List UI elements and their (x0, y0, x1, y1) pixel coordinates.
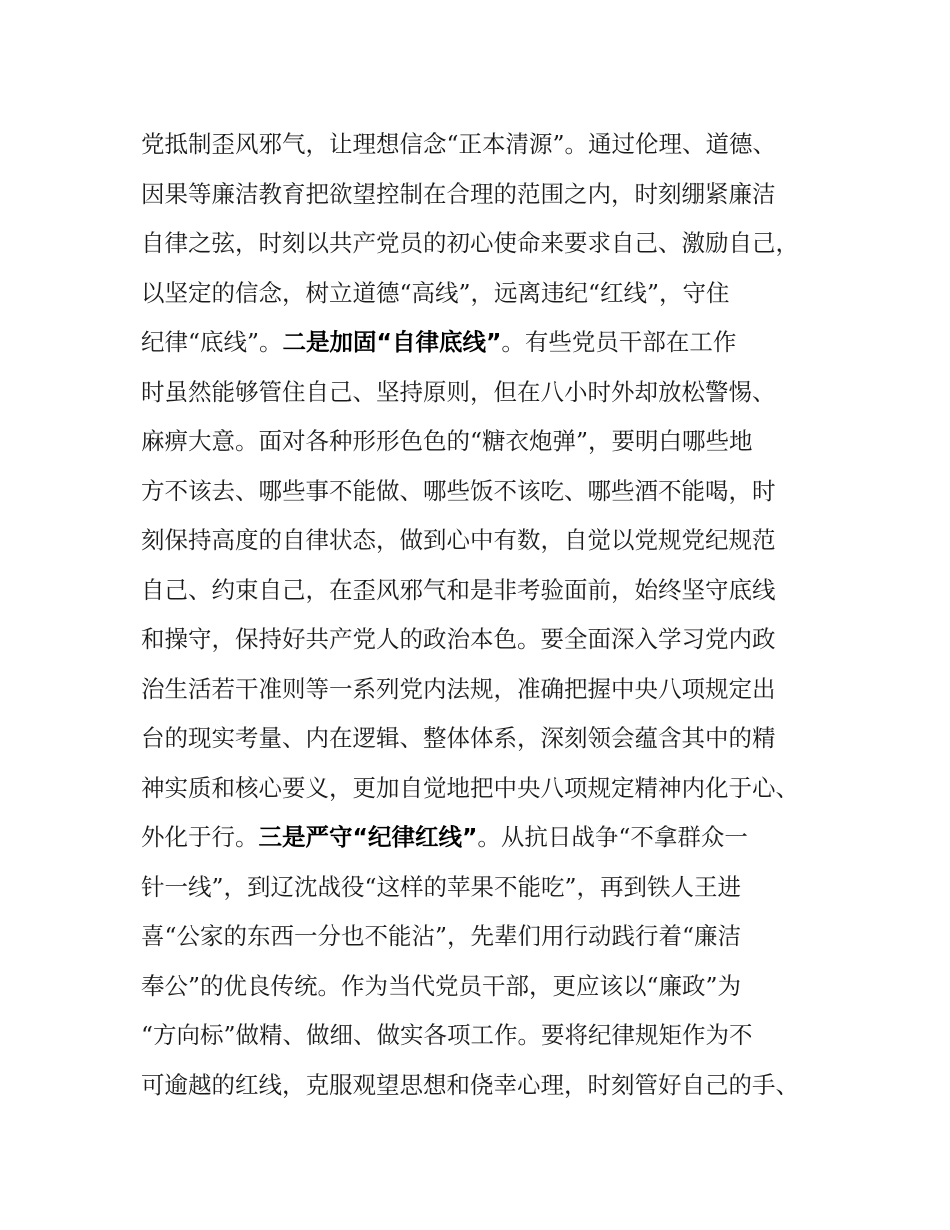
text-line (141, 813, 841, 863)
text-run: 刻保持高度的自律状态，做到心中有数，自觉以党规党纪规范 (141, 526, 776, 554)
text-run: 自己、约束自己，在歪风邪气和是非考验面前，始终坚守底线 (141, 575, 776, 604)
text-run: 。从抗日战争“不拿群众一 (477, 823, 748, 851)
text-run: 和操守，保持好共产党人的政治本色。要全面深入学习党内政 (141, 625, 776, 653)
text-line (141, 318, 841, 368)
text-run: 台的现实考量、内在逻辑、整体体系，深刻领会蕴含其中的精 (141, 724, 776, 752)
text-run: 时虽然能够管住自己、坚持原则，但在八小时外却放松警惕、 (141, 377, 776, 406)
text-line (141, 714, 841, 764)
text-line (141, 665, 841, 715)
text-line (141, 467, 841, 517)
text-run: “方向标”做精、做细、做实各项工作。要将纪律规矩作为不 (141, 1021, 753, 1049)
text-run: 自律之弦，时刻以共产党员的初心使命来要求自己、激励自己， (141, 229, 799, 257)
text-line (141, 269, 841, 319)
text-line (141, 615, 841, 665)
text-line (141, 566, 841, 616)
text-line (141, 764, 841, 814)
text-run: 可逾越的红线，克服观望思想和侥幸心理，时刻管好自己的手、 (141, 1070, 799, 1099)
bold-heading-text: 三是严守“纪律红线” (258, 823, 478, 851)
text-run: 外化于行。 (141, 823, 259, 851)
text-line (141, 417, 841, 467)
text-run: 以坚定的信念，树立道德“高线”，远离违纪“红线”，守住 (141, 278, 730, 307)
text-run: 党抵制歪风邪气，让理想信念“正本清源”。通过伦理、道德、 (141, 130, 777, 158)
text-run: 。有些党员干部在工作 (501, 328, 737, 356)
text-line (141, 219, 841, 269)
text-line (141, 516, 841, 566)
text-line (141, 1061, 841, 1111)
text-line (141, 368, 841, 418)
text-run: 方不该去、哪些事不能做、哪些饭不该吃、哪些酒不能喝，时 (141, 476, 776, 505)
text-run: 麻痹大意。面对各种形形色色的“糖衣炮弹”，要明白哪些地 (141, 427, 753, 455)
text-line (141, 120, 841, 170)
text-line (141, 962, 841, 1012)
body-text (141, 120, 841, 1110)
text-line (141, 1011, 841, 1061)
text-run: 针一线”，到辽沈战役“这样的苹果不能吃”，再到铁人王进 (141, 872, 742, 901)
text-run: 神实质和核心要义，更加自觉地把中央八项规定精神内化于心、 (141, 773, 799, 802)
text-run: 治生活若干准则等一系列党内法规，准确把握中央八项规定出 (141, 674, 776, 703)
text-run: 因果等廉洁教育把欲望控制在合理的范围之内，时刻绷紧廉洁 (141, 179, 776, 208)
text-run: 纪律“底线”。 (141, 328, 283, 356)
text-line (141, 863, 841, 913)
text-run: 喜“公家的东西一分也不能沾”，先辈们用行动践行着“廉洁 (141, 922, 742, 950)
bold-heading-text: 二是加固“自律底线” (282, 328, 502, 356)
text-line (141, 912, 841, 962)
text-run: 奉公”的优良传统。作为当代党员干部，更应该以“廉政”为 (141, 971, 742, 1000)
text-line (141, 170, 841, 220)
